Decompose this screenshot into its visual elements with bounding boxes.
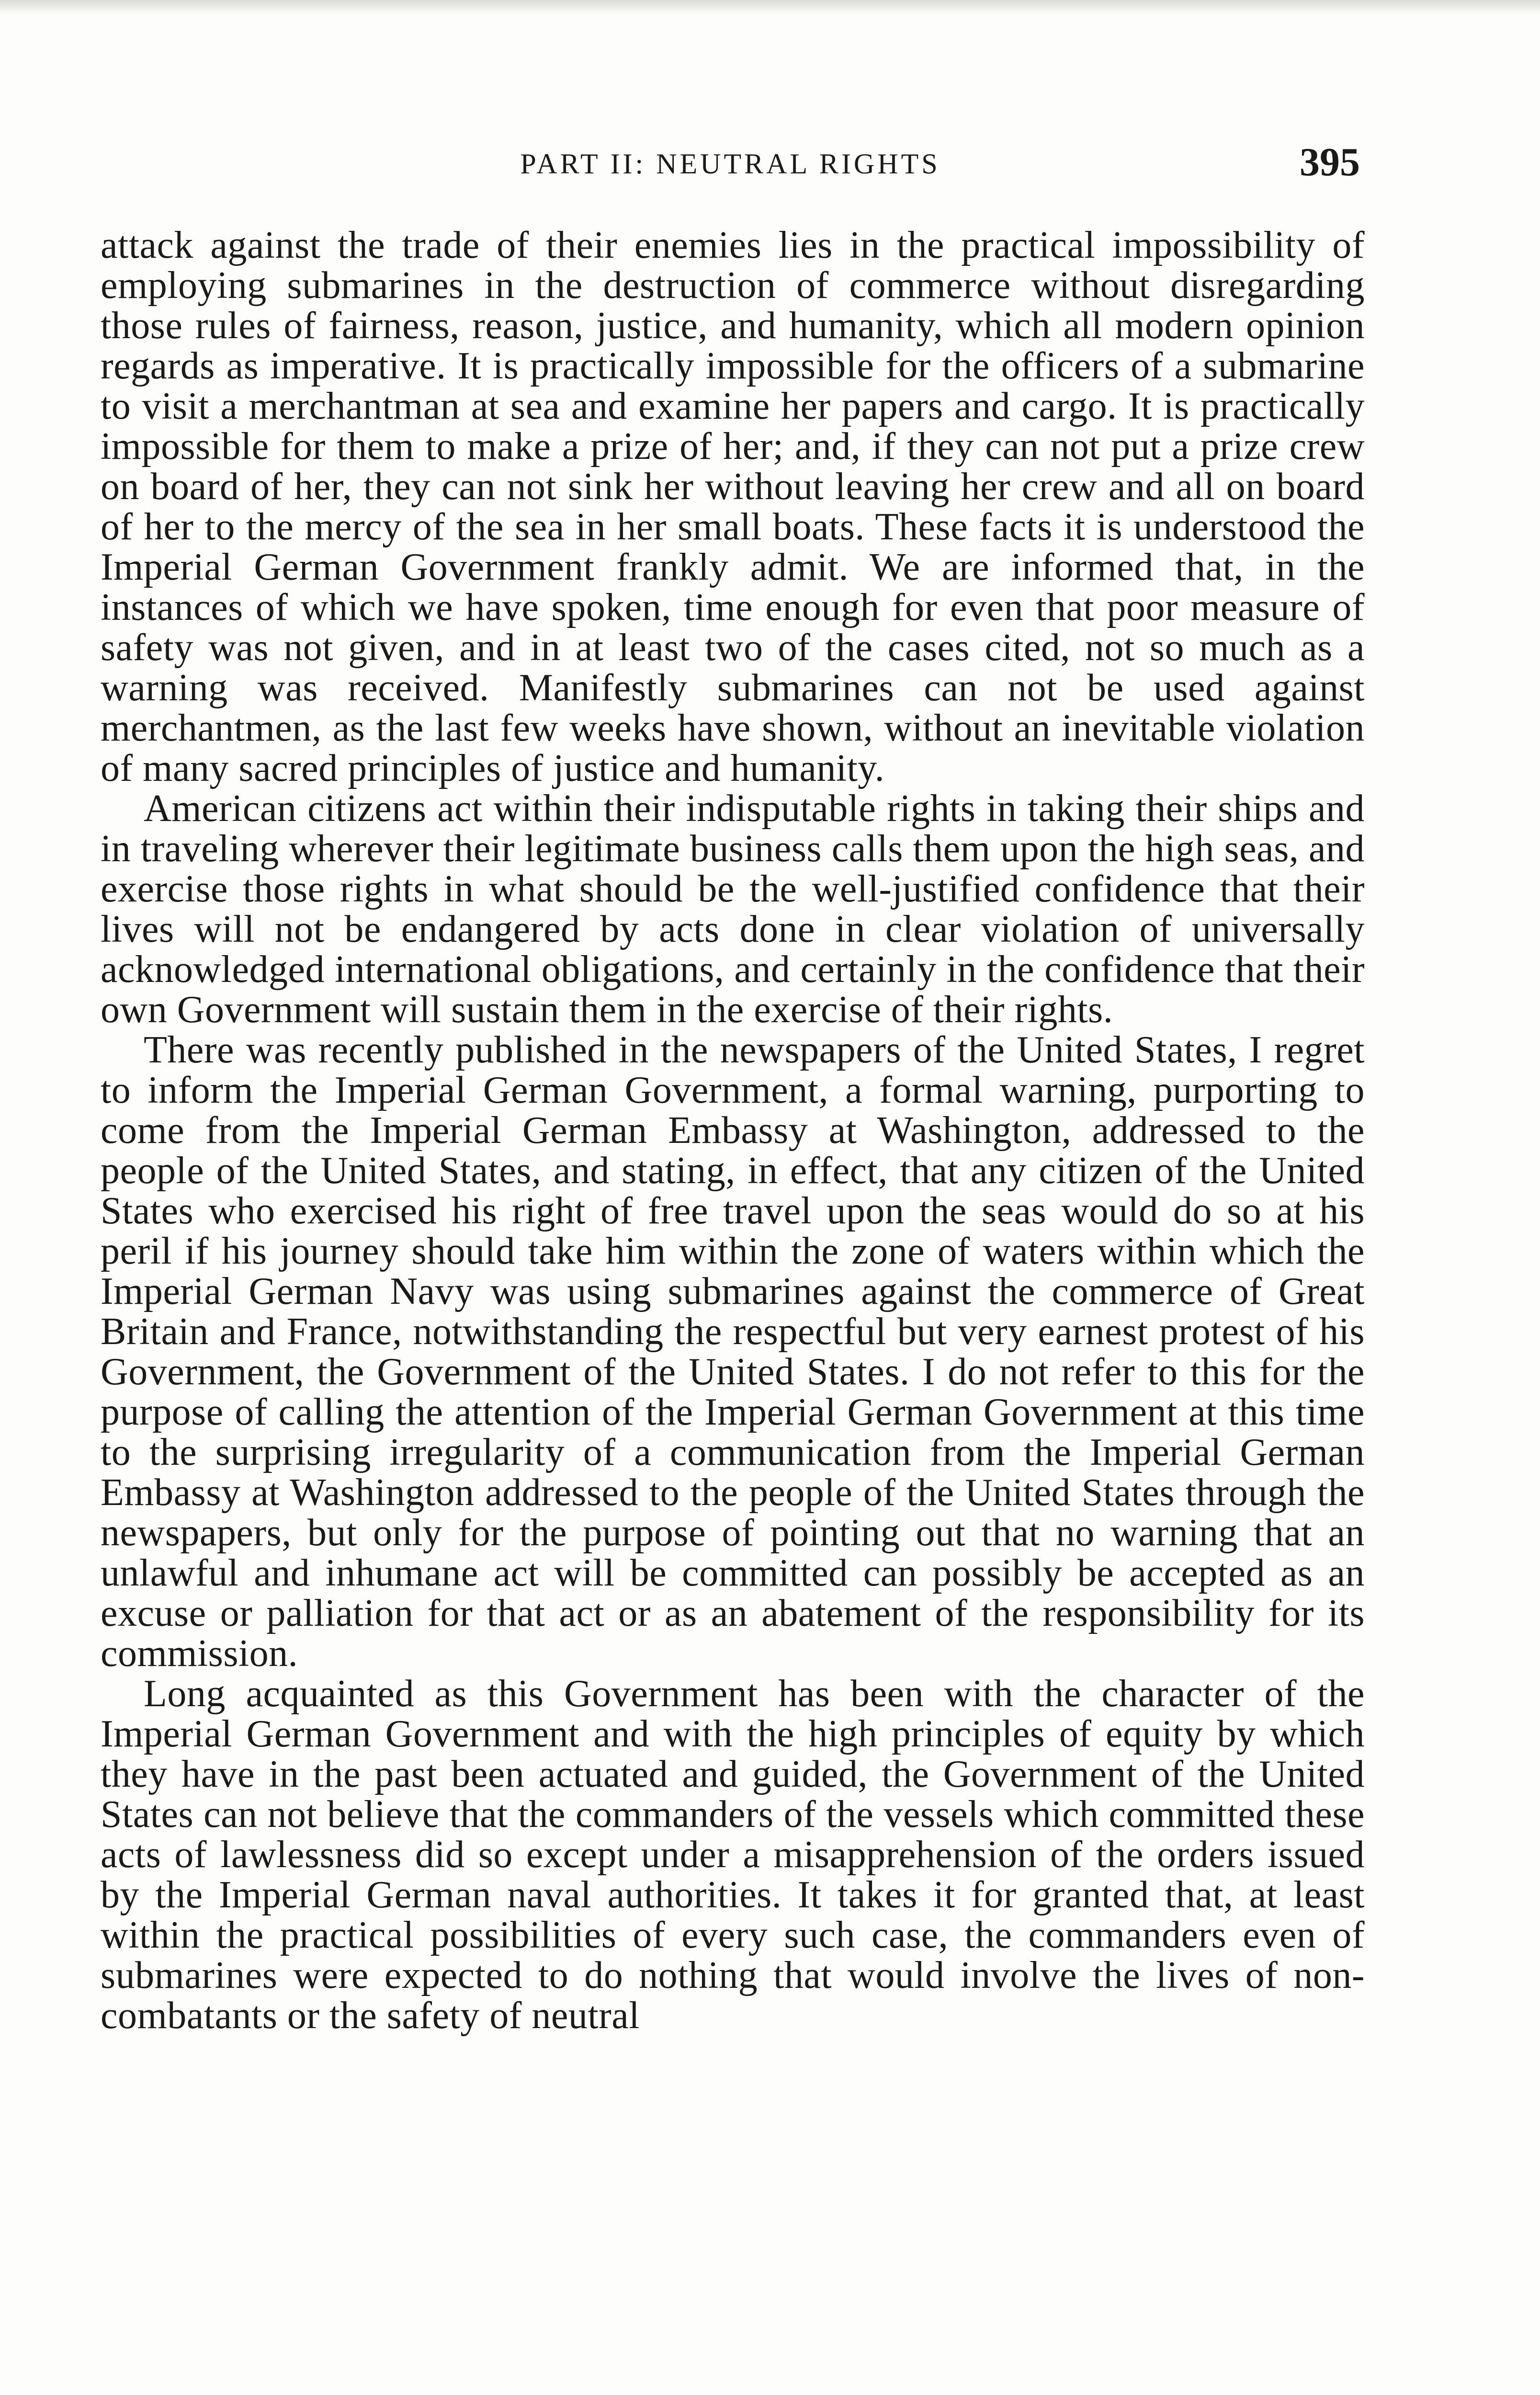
body-text bbox=[101, 225, 1365, 2036]
paragraph-continued: attack against the trade of their enemies lies in the practical impossibility of employing submarines in the destruction of commerce without disregarding those rules of fairness, reason, justice, and humanity, which all modern opinion regards as imperative. It is practically impossible for the officers of a submarine to visit a merchantman at sea and examine her papers and cargo. It is practically impossible for them to make a prize of her; and, if they can not put a prize crew on board of her, they can not sink her without leaving her crew and all on board of her to the mercy of the sea in her small boats. These facts it is understood the Imperial German Government frankly admit. We are informed that, in the instances of which we have spoken, time enough for even that poor measure of safety was not given, and in at least two of the cases cited, not so much as a warning was received. Manifestly submarines can not be used against merchantmen, as the last few weeks have shown, without an inevitable violation of many sacred principles of justice and humanity. bbox=[101, 224, 1365, 789]
scan-edge bbox=[0, 0, 1540, 16]
paragraph-formal-warning: There was recently published in the newspapers of the United States, I regret to inform the Imperial German Government, a formal warning, purporting to come from the Imperial German Embassy at Washington, addressed to the people of the United States, and stating, in effect, that any citizen of the United States who exercised his right of free travel upon the seas would do so at his peril if his journey should take him within the zone of waters within which the Imperial German Navy was using submarines against the commerce of Great Britain and France, notwithstanding the respectful but very earnest protest of his Government, the Government of the United States. I do not refer to this for the purpose of calling the attention of the Imperial German Government at this time to the surprising irregularity of a communication from the Imperial German Embassy at Washington addressed to the people of the United States through the newspapers, but only for the purpose of pointing out that no warning that an unlawful and inhumane act will be committed can possibly be accepted as an excuse or palliation for that act or as an abatement of the responsibility for its commission. bbox=[101, 1029, 1365, 1675]
paragraph-american-citizens: American citizens act within their indisputable rights in taking their ships and in traveling wherever their legitimate business calls them upon the high seas, and exercise those rights in what should be the well-justified confidence that their lives will not be endangered by acts done in clear violation of universally acknowledged international obligations, and certainly in the confidence that their own Government will sustain them in the exercise of their rights. bbox=[101, 787, 1365, 1031]
running-title: PART II: NEUTRAL RIGHTS bbox=[520, 148, 940, 180]
paragraph-long-acquainted: Long acquainted as this Government has been with the character of the Imperial German Government and with the high principles of equity by which they have in the past been actuated and guided, the Government of the United States can not believe that the commanders of the vessels which committed these acts of lawlessness did so except under a misapprehension of the orders issued by the Imperial German naval authorities. It takes it for granted that, at least within the practical possibilities of every such case, the commanders even of submarines were expected to do nothing that would involve the lives of non-combatants or the safety of neutral bbox=[101, 1673, 1365, 2037]
page-number: 395 bbox=[1300, 140, 1360, 184]
running-head bbox=[101, 139, 1360, 196]
